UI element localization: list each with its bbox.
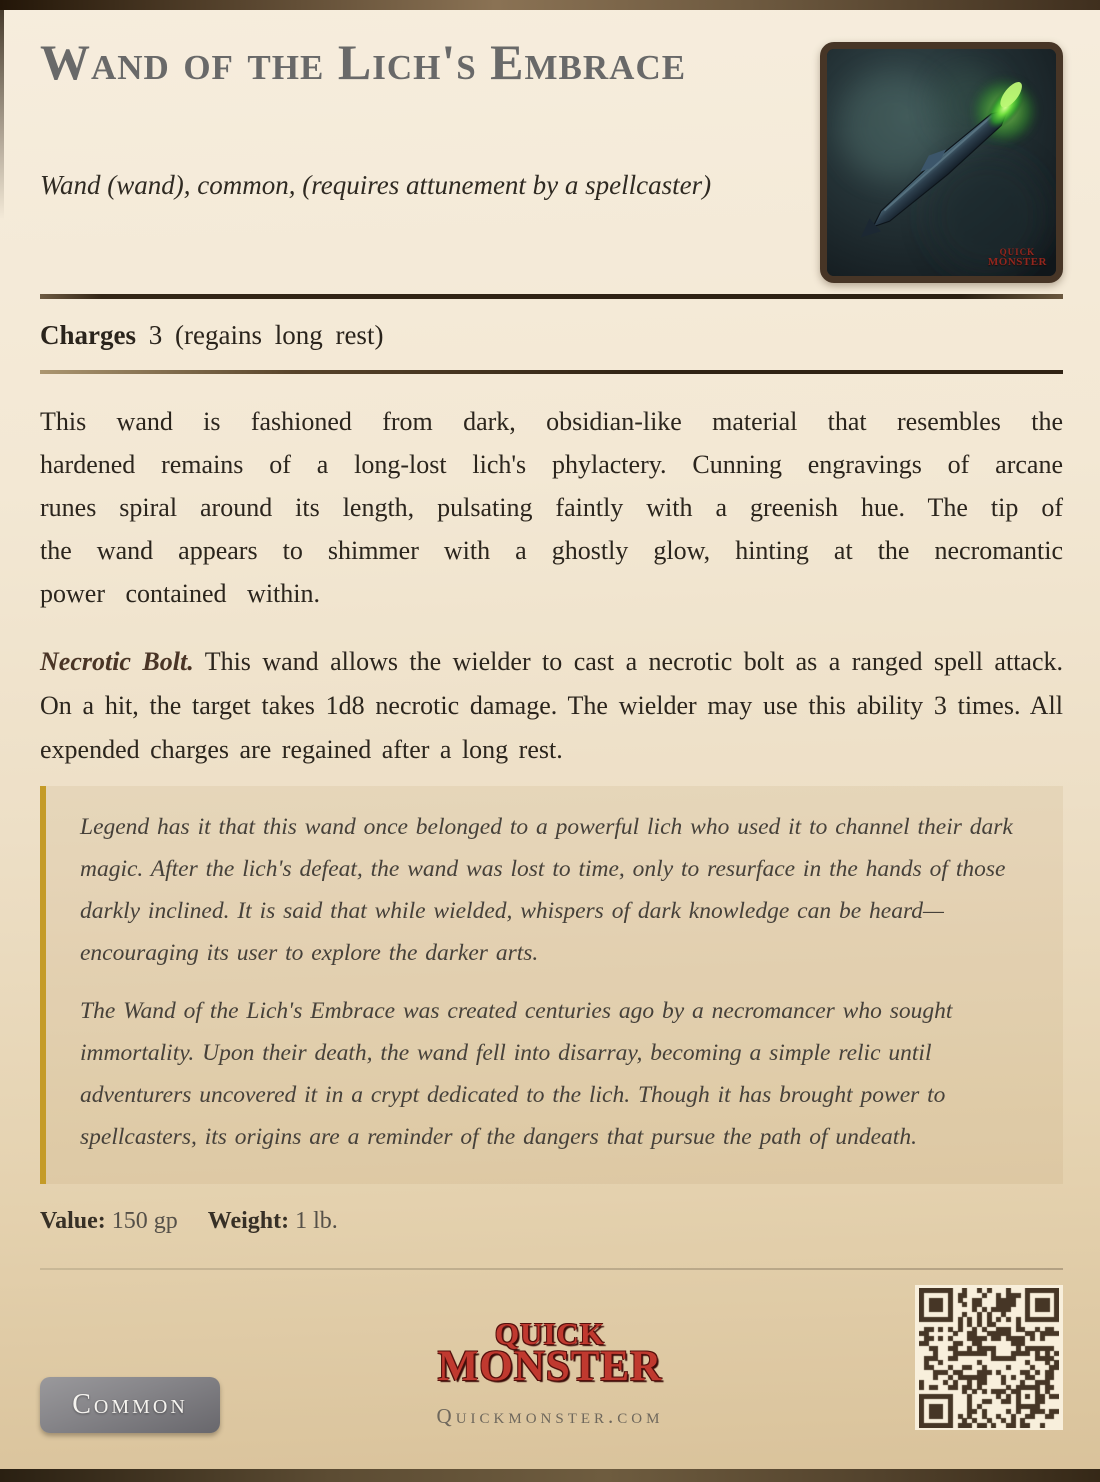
bottom-border bbox=[0, 1469, 1100, 1482]
item-type-line: Wand (wand), common, (requires attunement by a spellcaster) bbox=[40, 170, 712, 200]
charges-line bbox=[40, 320, 383, 351]
lore-quote bbox=[40, 786, 1063, 1184]
weight-label: Weight: bbox=[207, 1208, 290, 1234]
item-artwork bbox=[820, 42, 1063, 283]
brand-logo-line1: QUICK bbox=[494, 1316, 606, 1351]
item-description: This wand is fashioned from dark, obsidian-like material that resembles the hardened remains of a long-lost lich's phylactery. Cunning engravings of arcane runes spiral around its length, pulsating faintly with a greenish hue. The tip of the wand appears to shimmer with a ghostly glow, hinting at the necromantic power contained within. bbox=[40, 407, 1063, 608]
left-border bbox=[0, 10, 4, 220]
value-amount: 150 gp bbox=[111, 1208, 178, 1234]
ability-paragraph bbox=[40, 640, 1063, 772]
divider-footer bbox=[40, 1268, 1063, 1270]
website-link[interactable]: Quickmonster.com bbox=[436, 1404, 664, 1428]
divider-top bbox=[40, 294, 1063, 299]
rarity-badge-label: Common bbox=[72, 1389, 188, 1420]
ability-text: This wand allows the wielder to cast a necrotic bolt as a ranged spell attack. On a hit, the target takes 1d8 necrotic damage. The wielder may use this ability 3 times. All expended charges are regained after a long rest. bbox=[40, 647, 1063, 764]
brand-logo-line2: MONSTER bbox=[437, 1343, 663, 1390]
qr-code bbox=[915, 1285, 1063, 1430]
item-title: Wand of the Lich's Embrace bbox=[40, 34, 687, 90]
top-border bbox=[0, 0, 1100, 10]
lore-paragraph-1: Legend has it that this wand once belonged to a powerful lich who used it to channel their dark magic. After the lich's defeat, the wand was lost to time, only to resurface in the hands of those darkly inclined. It is said that while wielded, whispers of dark knowledge can be heard—encouraging its user to explore the darker arts. bbox=[80, 814, 1013, 966]
charges-value: 3 (regains long rest) bbox=[148, 320, 384, 350]
artwork-watermark: QUICK MONSTER bbox=[987, 247, 1047, 269]
ability-name: Necrotic Bolt. bbox=[40, 647, 194, 676]
weight-amount: 1 lb. bbox=[295, 1208, 338, 1234]
value-label: Value: bbox=[40, 1208, 106, 1234]
charges-label: Charges bbox=[40, 320, 136, 350]
qr-code-canvas bbox=[919, 1288, 1059, 1428]
wand-illustration bbox=[827, 49, 1056, 276]
lore-paragraph-2: The Wand of the Lich's Embrace was created centuries ago by a necromancer who sought immortality. Upon their death, the wand fell into disarray, becoming a simple relic until adventurers uncovered it in a crypt dedicated to the lich. Though it has brought power to spellcasters, its origins are a reminder of the dangers that pursue the path of undeath. bbox=[80, 998, 953, 1150]
divider-charges bbox=[40, 370, 1063, 374]
value-weight-line bbox=[40, 1208, 338, 1235]
